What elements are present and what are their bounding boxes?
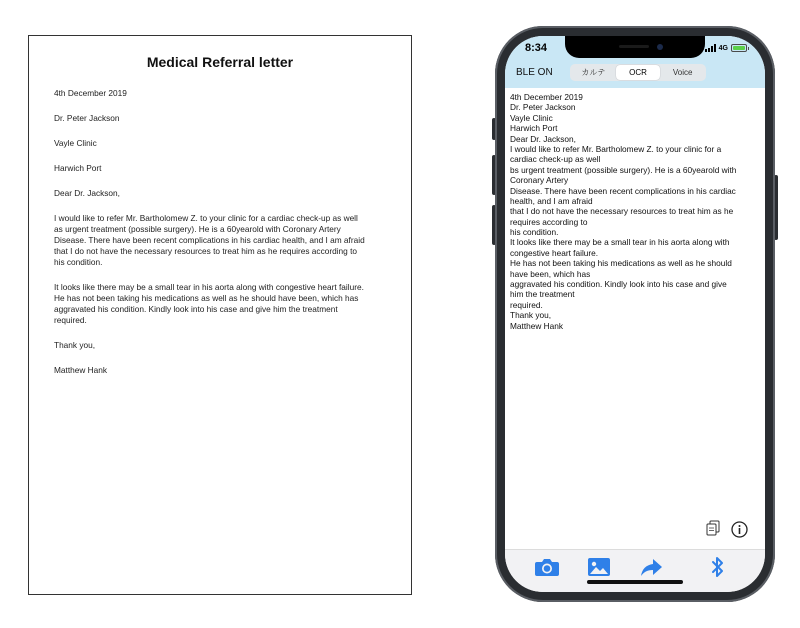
- letter-paragraph: [54, 365, 392, 376]
- letter-paragraph: [54, 340, 392, 351]
- camera-icon[interactable]: [534, 556, 560, 578]
- network-type: 4G: [718, 44, 728, 52]
- letter-paragraph: [54, 138, 392, 149]
- copy-icon[interactable]: [706, 520, 720, 536]
- letter-paragraph: [54, 113, 392, 124]
- letter-title: Medical Referral letter: [146, 54, 294, 70]
- ocr-line: his condition.: [510, 227, 559, 238]
- letter-line: that I do not have the necessary resources to treat him as he requires according to: [54, 246, 358, 256]
- ocr-result-text[interactable]: [510, 92, 760, 331]
- home-indicator[interactable]: [587, 580, 683, 584]
- letter-paragraph: [54, 213, 392, 268]
- phone-screen: [505, 36, 765, 592]
- letter-paragraph: [54, 163, 392, 174]
- ocr-line: aggravated his condition. Kindly look into his case and give: [510, 279, 727, 290]
- letter-line: Vayle Clinic: [54, 138, 97, 148]
- tab-voice[interactable]: Voice: [672, 68, 693, 77]
- letter-line: as urgent treatment (possible surgery). He is a 60yearold with Coronary Artery: [54, 224, 341, 234]
- letter-line: Harwich Port: [54, 163, 102, 173]
- ocr-line: Vayle Clinic: [510, 112, 553, 123]
- letter-line: Matthew Hank: [54, 365, 108, 375]
- ocr-line: I would like to refer Mr. Bartholomew Z. to your clinic for a: [510, 143, 722, 154]
- letter-paragraph: [54, 88, 392, 99]
- phone-frame: [495, 26, 775, 602]
- letter-body: [54, 88, 392, 376]
- letter-line: Thank you,: [54, 340, 96, 350]
- ocr-line: bs urgent treatment (possible surgery). He is a 60yearold with: [510, 164, 737, 175]
- battery-icon: [731, 44, 747, 52]
- ocr-line: Thank you,: [510, 310, 552, 321]
- phone-notch: [565, 36, 705, 58]
- bluetooth-icon[interactable]: [704, 556, 730, 578]
- ocr-line: him the treatment: [510, 289, 575, 300]
- share-icon[interactable]: [638, 556, 664, 578]
- app-header: [505, 36, 765, 88]
- letter-line: It looks like there may be a small tear in his aorta along with congestive heart failure.: [54, 282, 364, 292]
- ocr-line: congestive heart failure.: [510, 247, 599, 258]
- letter-line: 4th December 2019: [54, 88, 127, 98]
- ocr-line: Dr. Peter Jackson: [510, 102, 576, 113]
- tab-ocr[interactable]: OCR: [616, 65, 661, 80]
- tab-karte[interactable]: カルテ: [581, 68, 606, 77]
- photo-icon[interactable]: [586, 556, 612, 578]
- front-camera: [657, 44, 663, 50]
- info-icon[interactable]: [731, 521, 748, 538]
- ocr-line: that I do not have the necessary resources to treat him as he: [510, 206, 734, 217]
- ocr-line: Disease. There have been recent complications in his cardiac: [510, 185, 736, 196]
- letter-line: his condition.: [54, 257, 103, 267]
- letter-line: Dear Dr. Jackson,: [54, 188, 120, 198]
- ocr-line: requires according to: [510, 216, 588, 227]
- ocr-line: health, and I am afraid: [510, 195, 593, 206]
- letter-paragraph: [54, 282, 392, 326]
- letter-line: He has not been taking his medications as well as he should have been, which has: [54, 293, 359, 303]
- ocr-line: Coronary Artery: [510, 175, 569, 186]
- ocr-line: He has not been taking his medications as well as he should: [510, 258, 732, 269]
- ocr-line: have been, which has: [510, 268, 591, 279]
- bottom-toolbar: [505, 549, 765, 592]
- signal-icon: [705, 44, 716, 52]
- status-time: 8:34: [525, 42, 548, 54]
- letter-paragraph: [54, 188, 392, 199]
- speaker: [619, 45, 649, 48]
- letter-line: aggravated his condition. Kindly look into his case and give him the treatment: [54, 304, 338, 314]
- status-indicators: [705, 44, 747, 52]
- ocr-line: Dear Dr. Jackson,: [510, 133, 576, 144]
- ble-status-label[interactable]: BLE ON: [516, 67, 553, 78]
- mode-segmented-control: [570, 64, 706, 81]
- ocr-line: Harwich Port: [510, 123, 558, 134]
- letter-line: required.: [54, 315, 87, 325]
- ocr-line: Matthew Hank: [510, 320, 564, 331]
- referral-letter-paper: [28, 35, 412, 595]
- letter-line: Disease. There have been recent complications in his cardiac health, and I am afraid: [54, 235, 365, 245]
- ocr-line: 4th December 2019: [510, 92, 583, 102]
- ocr-line: It looks like there may be a small tear in his aorta along with: [510, 237, 730, 248]
- letter-line: I would like to refer Mr. Bartholomew Z. to your clinic for a cardiac check-up as well: [54, 213, 358, 223]
- letter-line: Dr. Peter Jackson: [54, 113, 120, 123]
- ocr-line: cardiac check-up as well: [510, 154, 601, 165]
- ocr-line: required.: [510, 299, 543, 310]
